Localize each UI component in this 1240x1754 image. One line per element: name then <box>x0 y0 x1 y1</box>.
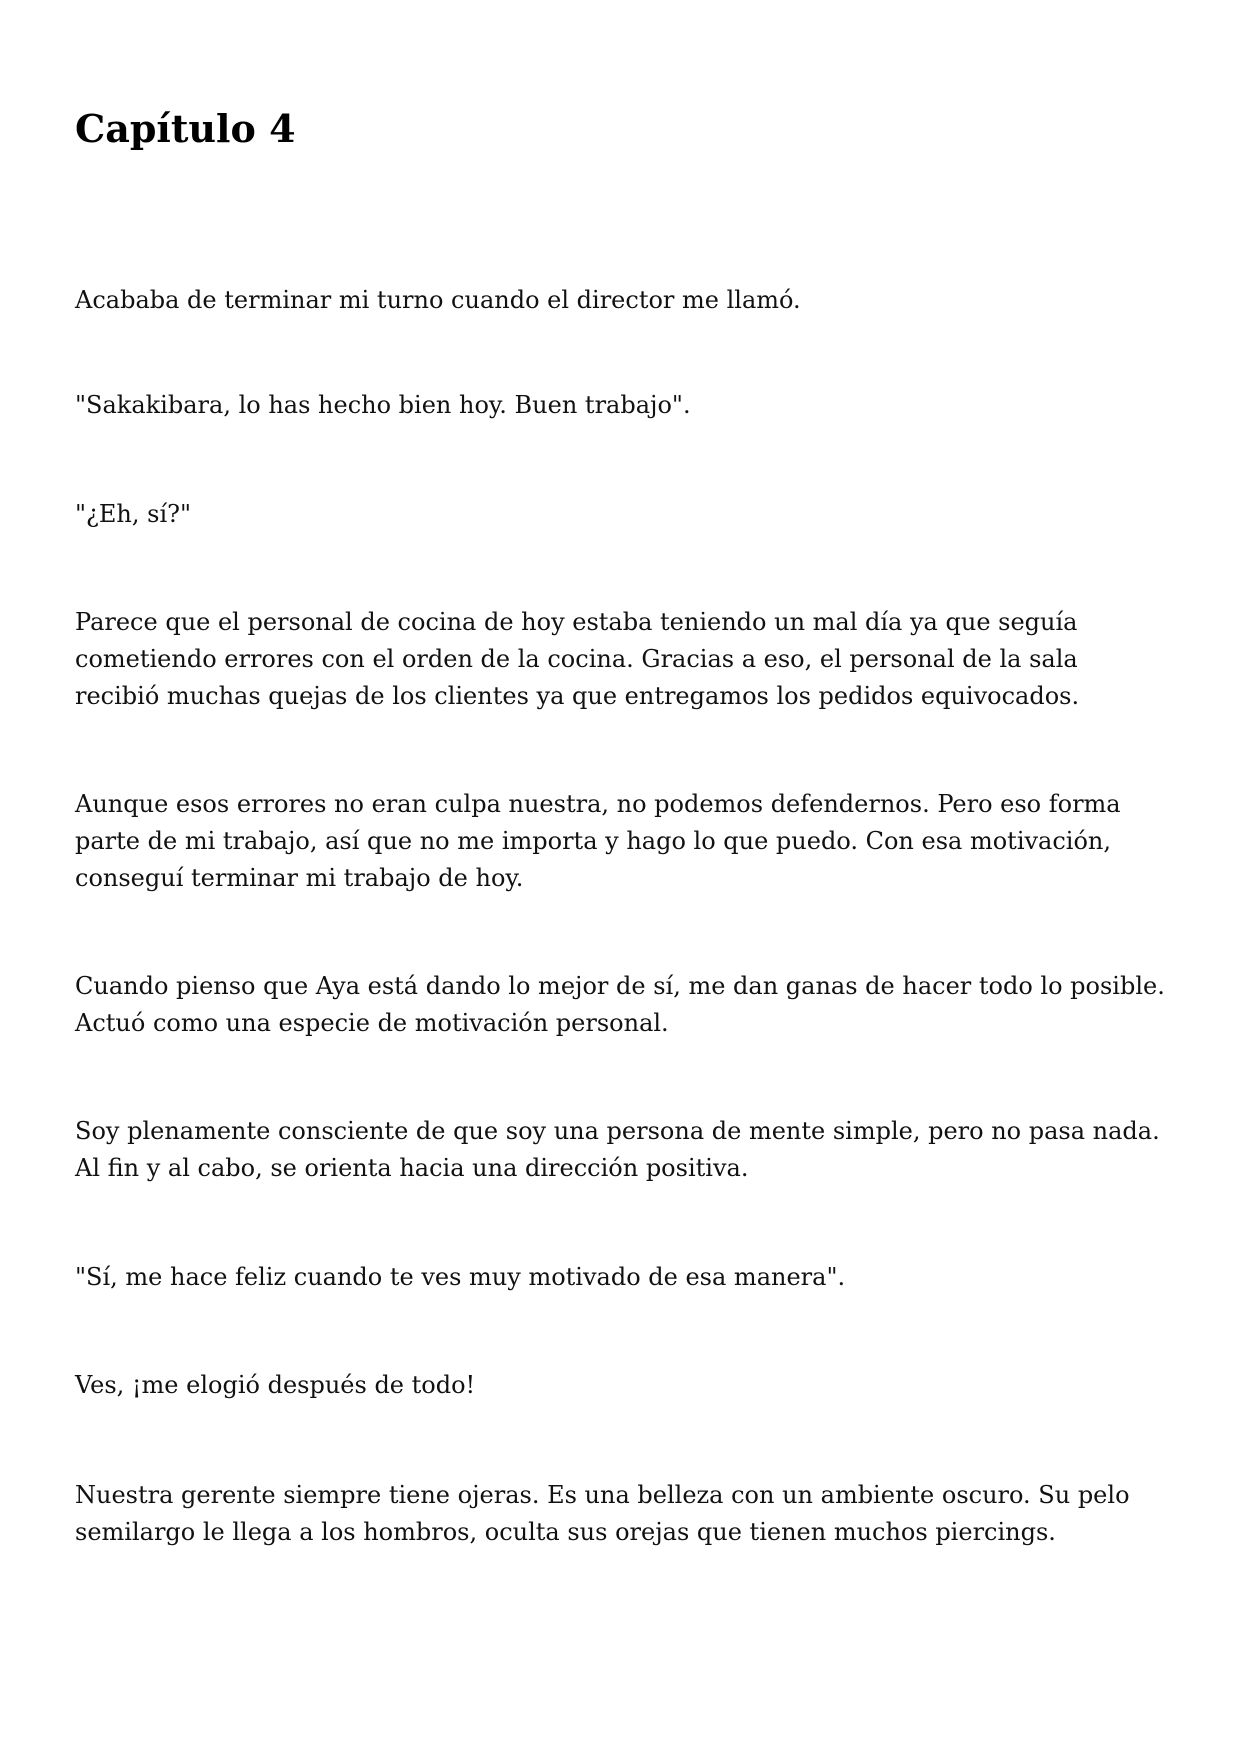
paragraph-9: Ves, ¡me elogió después de todo! <box>75 1371 476 1399</box>
paragraph-10: Nuestra gerente siempre tiene ojeras. Es una belleza con un ambiente oscuro. Su pelo semilargo le llega a los hombros, oculta sus orejas que tienen muchos piercings. <box>75 1481 1130 1546</box>
paragraph-8: "Sí, me hace feliz cuando te ves muy motivado de esa manera". <box>75 1263 846 1291</box>
paragraph-5: Aunque esos errores no eran culpa nuestra, no podemos defendernos. Pero eso forma parte de mi trabajo, así que no me importa y hago lo que puedo. Con esa motivación, conseguí terminar mi trabajo de hoy. <box>75 790 1121 892</box>
paragraph-2: "Sakakibara, lo has hecho bien hoy. Buen trabajo". <box>75 391 691 419</box>
paragraph-3: "¿Eh, sí?" <box>75 500 192 528</box>
paragraph-7: Soy plenamente consciente de que soy una persona de mente simple, pero no pasa nada. Al fin y al cabo, se orienta hacia una dirección positiva. <box>75 1117 1160 1182</box>
paragraph-6: Cuando pienso que Aya está dando lo mejor de sí, me dan ganas de hacer todo lo posible. Actuó como una especie de motivación personal. <box>75 972 1165 1037</box>
paragraph-4: Parece que el personal de cocina de hoy estaba teniendo un mal día ya que seguía cometiendo errores con el orden de la cocina. Gracias a eso, el personal de la sala recibió muchas quejas de los clientes ya que entregamos los pedidos equivocados. <box>75 608 1080 710</box>
chapter-title: Capítulo 4 <box>75 106 296 151</box>
paragraph-1: Acababa de terminar mi turno cuando el director me llamó. <box>75 286 801 314</box>
